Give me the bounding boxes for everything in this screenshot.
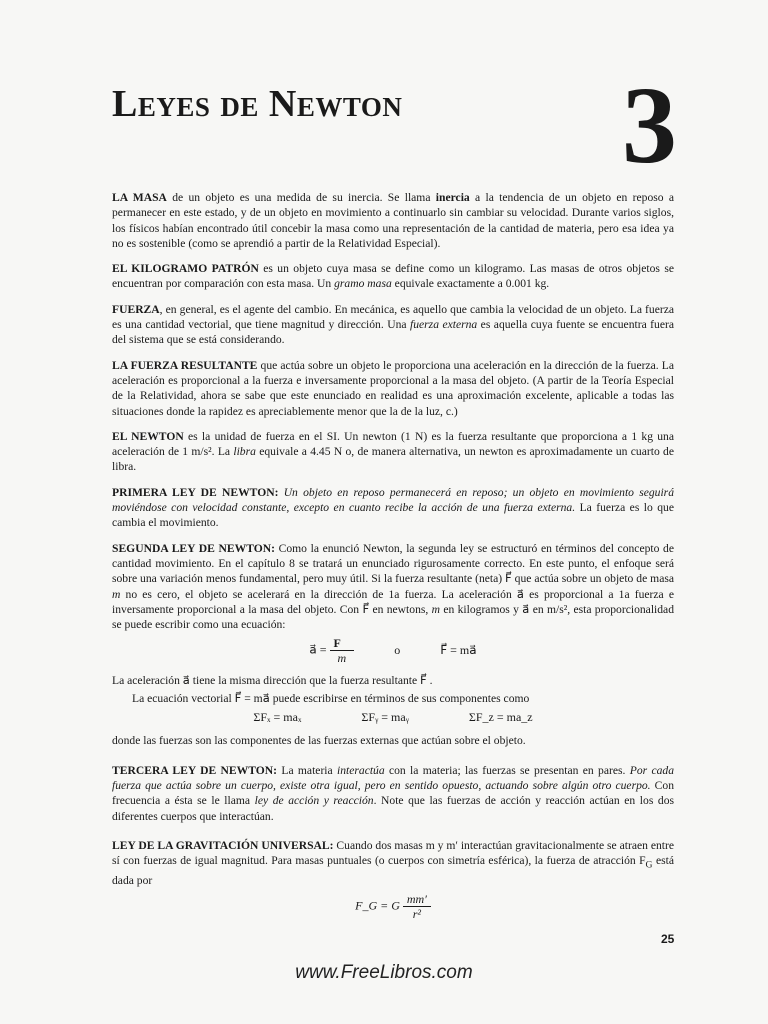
equation-y: ΣFᵧ = maᵧ [361,710,409,725]
paragraph-masa: LA MASA de un objeto es una medida de su inercia. Se llama inercia a la tendencia de un objeto en reposo a permanecer en este estado, y de un objeto en movimiento a continuarlo sin cambiar su velocidad. Durante varios siglos, los físicos habían encontrado útil concebir la masa como una representación de la cantidad de materia, pero esa idea ya no es sostenible (como se aprendió a partir de la Relatividad Especial). [112,191,675,250]
paragraph-fuerza: FUERZA, en general, es el agente del cambio. En mecánica, es aquello que cambia la velocidad de un objeto. La fuerza es una cantidad vectorial, que tiene magnitud y dirección. Una fuerza externa es aquella cuya fuente se encuentra fuera del sistema que se está considerando. [112,302,674,347]
paragraph-componentes: donde las fuerzas son las componentes de las fuerzas externas que actúan sobre el objeto. [112,734,526,748]
paragraph-primera-ley: PRIMERA LEY DE NEWTON: Un objeto en reposo permanecerá en reposo; un objeto en movimiento seguirá moviéndose con velocidad constante, excepto en cuanto recibe la acción de una fuerza externa. La fuerza es lo que cambia el movimiento. [112,485,674,530]
equation-x: ΣFₓ = maₓ [253,710,302,725]
equation-lhs: a⃗ = [309,642,327,657]
page-number: 25 [661,932,675,946]
page-content [112,190,674,929]
paragraph-aceleracion: La aceleración a⃗ tiene la misma dirección que la fuerza resultante F⃗ . [112,674,433,688]
equation-or: o [394,643,401,658]
paragraph-fuerza-resultante: LA FUERZA RESULTANTE que actúa sobre un objeto le proporciona una aceleración en la dirección de la fuerza. La aceleración es proporcional a la fuerza e inversamente proporcional a la masa del objeto. (A partir de la Teoría Especial de la Relatividad, ahora se sabe que este enunciado en realidad es una aproximación excelente, aplicable a todas las situaciones donde la rapidez es apreciablemente menor que la de la luz, c.) [112,358,675,418]
equation-z: ΣF_z = ma_z [468,710,533,725]
paragraph-ecuacion-vectorial: La ecuación vectorial F⃗ = ma⃗ puede escribirse en términos de sus componentes como [132,691,530,705]
equation-rhs: F⃗ = ma⃗ [440,643,477,658]
paragraph-newton: EL NEWTON es la unidad de fuerza en el SI. Un newton (1 N) es la fuerza resultante que proporciona a 1 kg una aceleración de 1 m/s². La libra equivale a 4.45 N o, de manera alternativa, un newton es aproximadamente un cuarto de libra. [112,429,674,474]
paragraph-gravitacion: LEY DE LA GRAVITACIÓN UNIVERSAL: Cuando dos masas m y m′ interactúan gravitacionalmente se atraen entre sí con fuerzas de igual magnitud. Para masas puntuales (o cuerpos con simetría esférica), la fuerza de atracción $F_G$ está dada por [112,838,674,887]
chapter-number: 3 [622,64,677,186]
chapter-title: Leyes de Newton [112,83,403,125]
equation-gravitation [112,892,674,921]
footer-watermark: www.FreeLibros.com [295,962,473,983]
equation-second-law [112,636,674,665]
equation-gravitation-lhs: F_G = G [355,898,400,913]
paragraph-tercera-ley: TERCERA LEY DE NEWTON: La materia interactúa con la materia; las fuerzas se presentan en pares. Por cada fuerza que actúa sobre un cuerpo, existe otra igual, pero en sentido opuesto, actuando sobre algún otro cuerpo. Con frecuencia a ésta se le llama ley de acción y reacción. Note que las fuerzas de acción y reacción actúan en los dos diferentes cuerpos que interactúan. [112,763,675,823]
paragraph-kilogramo: EL KILOGRAMO PATRÓN es un objeto cuya masa se define como un kilogramo. Las masas de otros objetos se encuentran por comparación con esta masa. Un gramo masa equivale exactamente a 0.001 kg. [112,262,674,291]
paragraph-segunda-ley: SEGUNDA LEY DE NEWTON: Como la enunció Newton, la segunda ley se estructuró en términos del concepto de cantidad movimiento. En el capítulo 8 se tratará un enunciado rigurosamente correcto. En este punto, el enfoque será sobre una variación menos fundamental, pero muy útil. Si la fuerza resultante (neta) F⃗ que actúa sobre un objeto de masa m no es cero, el objeto se acelerará en la dirección de 1a fuerza. La aceleración a⃗ es proporcional a 1a fuerza e inversamente proporcional a la masa del objeto. Con F⃗ en newtons, m en kilogramos y a⃗ en m/s², esta proporcionalidad se puede escribir como una ecuación: [112,541,675,632]
equation-fraction: $\frac{F⃗}{m}$ [330,636,355,665]
equation-components [112,710,674,725]
equation-gravitation-fraction: $\frac{mm'}{\text{r²}}$ [403,892,431,921]
